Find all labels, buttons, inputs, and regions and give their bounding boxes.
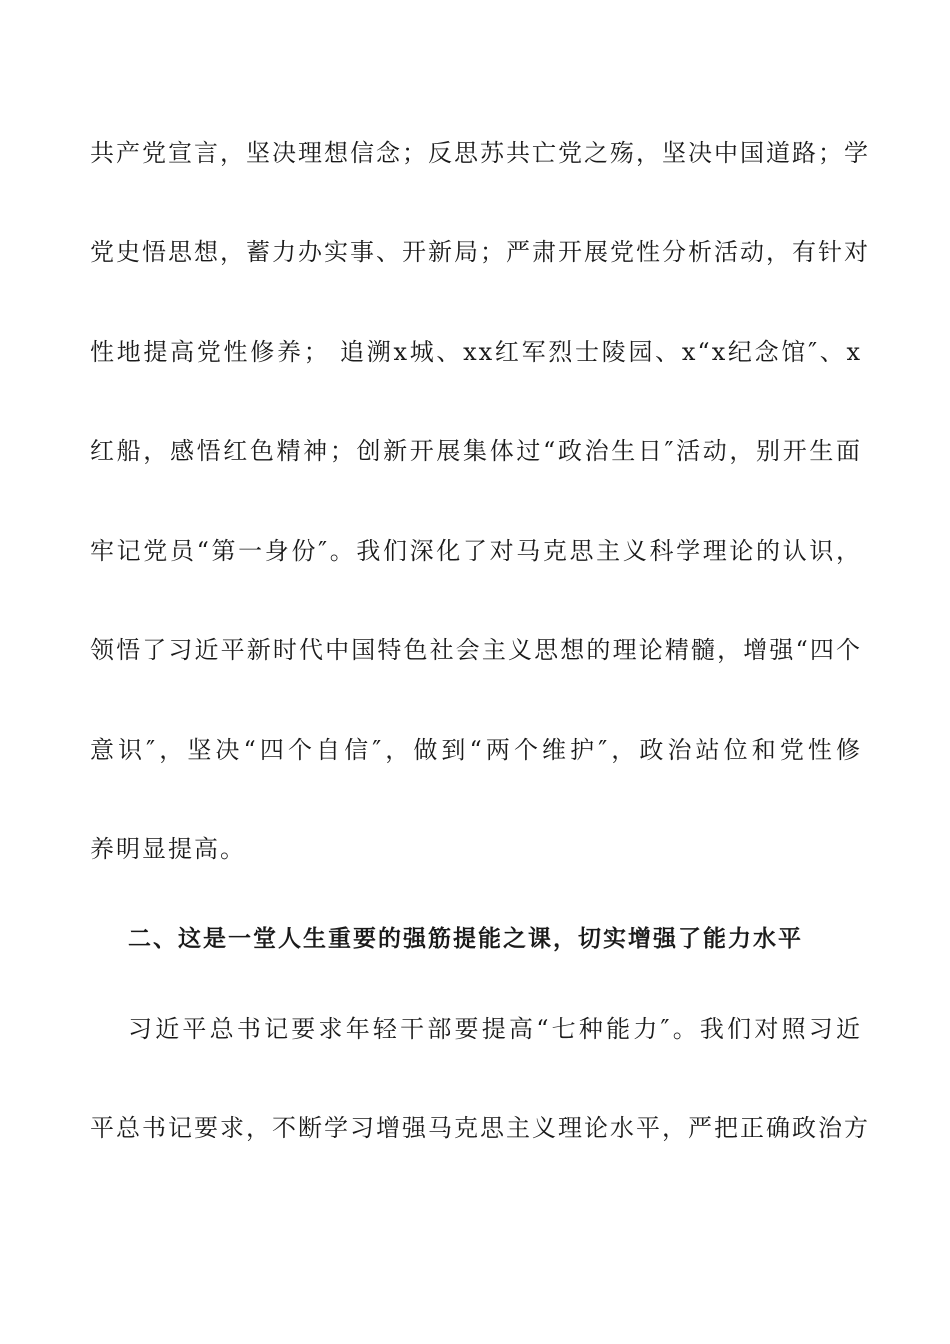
paragraph-line: 养明显提高。 [90, 835, 246, 863]
paragraph-line: 共产党宣言，坚决理想信念；反思苏共亡党之殇，坚决中国道路；学 [90, 139, 870, 167]
paragraph-line: 领悟了习近平新时代中国特色社会主义思想的理论精髓，增强“四个 [90, 636, 862, 664]
paragraph-line: 性地提高党性修养； 追溯x城、xx红军烈士陵园、x“x纪念馆″、x [90, 338, 862, 366]
paragraph-line: 意识″，坚决“四个自信″，做到“两个维护″，政治站位和党性修 [90, 736, 862, 764]
section-heading: 二、这是一堂人生重要的强筋提能之课，切实增强了能力水平 [128, 926, 803, 952]
paragraph-line: 党史悟思想，蓄力办实事、开新局；严肃开展党性分析活动，有针对 [90, 238, 870, 266]
paragraph-line: 牢记党员“第一身份″。我们深化了对马克思主义科学理论的认识， [90, 537, 862, 565]
paragraph-line: 红船，感悟红色精神；创新开展集体过“政治生日″活动，别开生面 [90, 437, 862, 465]
paragraph-line: 习近平总书记要求年轻干部要提高“七种能力″。我们对照习近 [128, 1015, 862, 1043]
paragraph-line: 平总书记要求，不断学习增强马克思主义理论水平，严把正确政治方 [90, 1114, 870, 1142]
